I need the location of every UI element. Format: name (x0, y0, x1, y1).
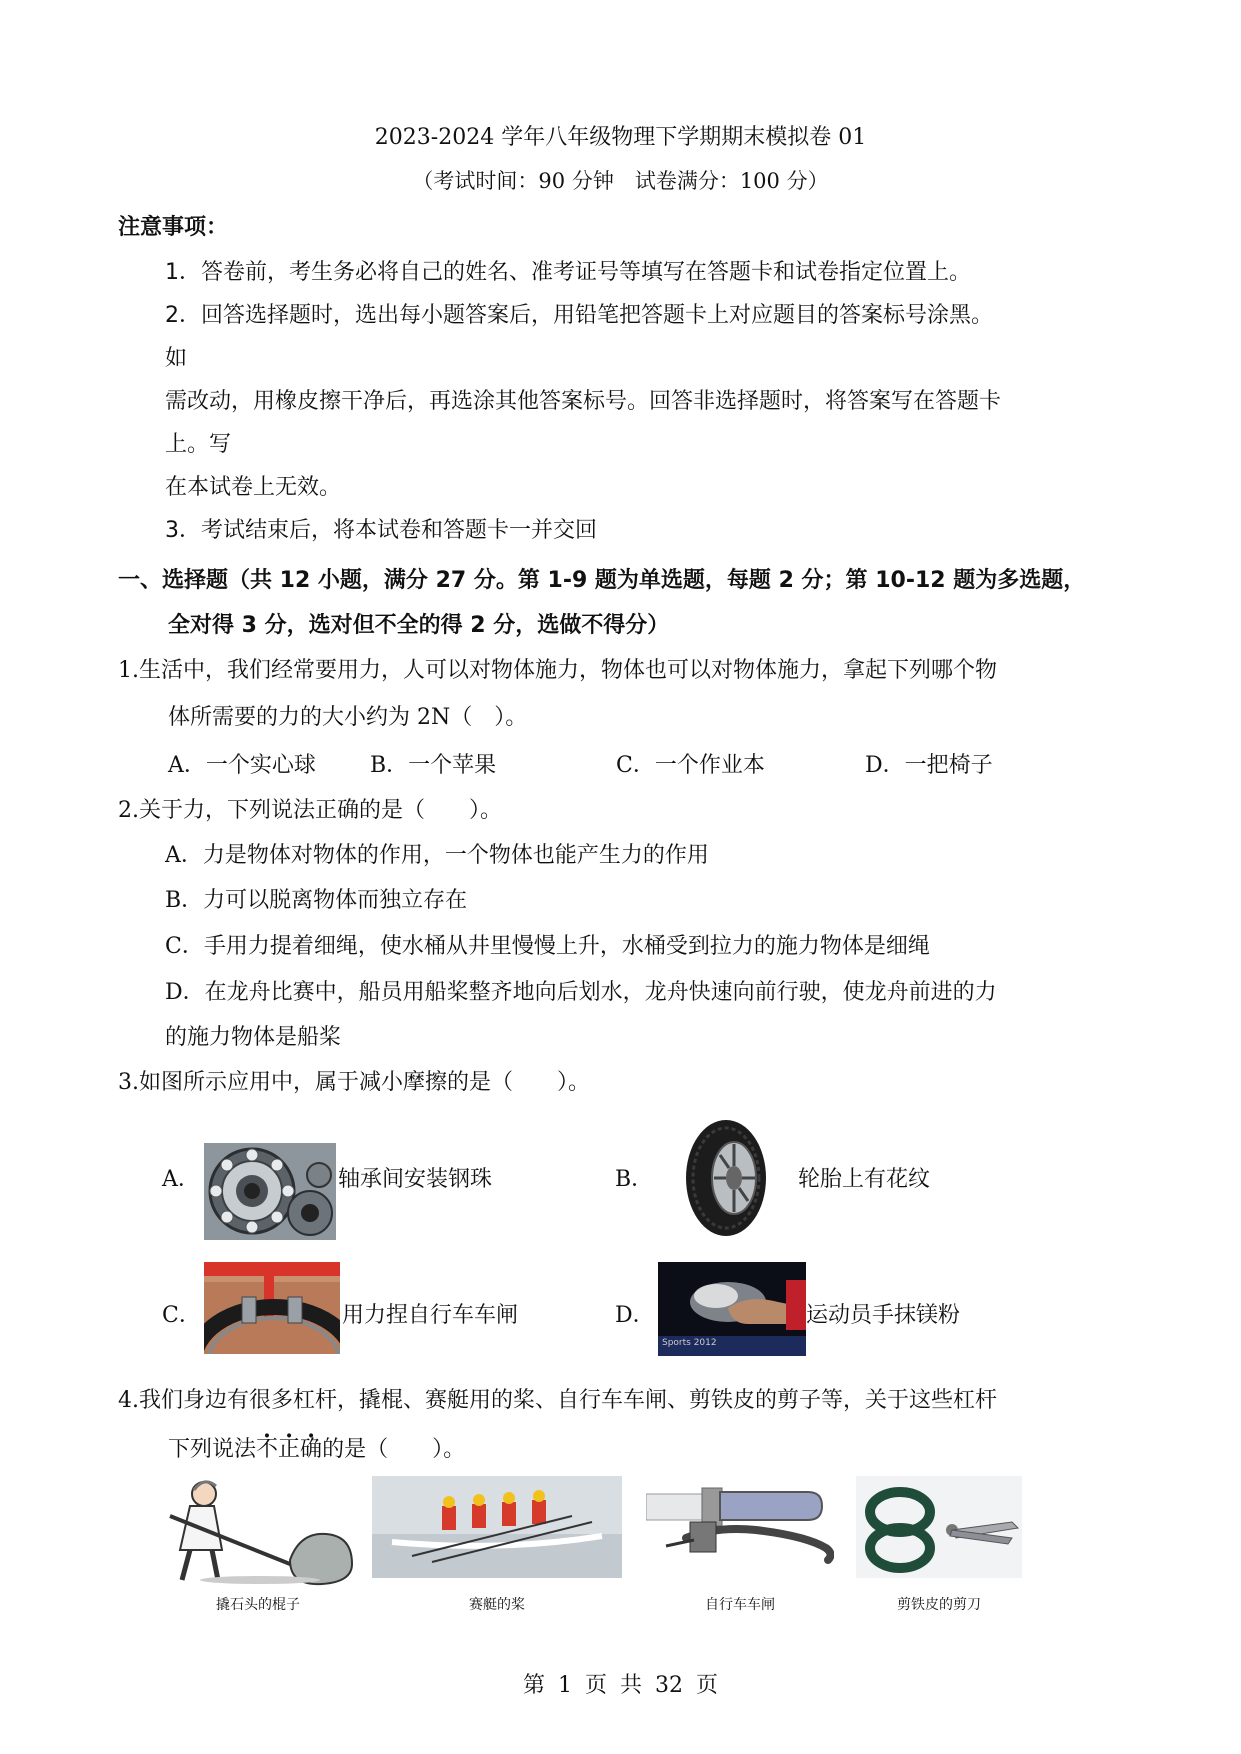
q4-stem-pre: 下列说法 (168, 1437, 257, 1462)
q3-option-a-text: 轴承间安装钢珠 (338, 1167, 493, 1192)
section-heading: 一、选择题（共 12 小题，满分 27 分。第 1-9 题为单选题，每题 2 分；第 10-12 题为多选题， (118, 568, 1086, 593)
section-heading-cont: 全对得 3 分，选对但不全的得 2 分，选做不得分） (168, 613, 670, 638)
caption-rowing: 赛艇的桨 (469, 1597, 525, 1613)
notes-heading: 注意事项： (118, 215, 229, 240)
bike-brake-image (204, 1262, 340, 1354)
tin-snips-image (856, 1476, 1022, 1578)
note-line: 2．回答选择题时，选出每小题答案后，用铅笔把答题卡上对应题目的答案标号涂黑。 (165, 303, 993, 328)
crowbar-image (160, 1476, 356, 1590)
note-line: 在本试卷上无效。 (165, 475, 342, 500)
question-3-stem: 3.如图所示应用中，属于减小摩擦的是（ ）。 (118, 1070, 590, 1095)
tire-image (680, 1117, 772, 1239)
question-2-stem: 2.关于力，下列说法正确的是（ ）。 (118, 798, 502, 823)
athlete-chalk-image (658, 1262, 806, 1356)
question-1-stem-cont: 体所需要的力的大小约为 2N（ ）。 (168, 705, 528, 730)
bearing-image (204, 1143, 336, 1240)
exam-info: （考试时间：90 分钟 试卷满分：100 分） (412, 169, 829, 193)
note-line: 如 (165, 346, 188, 371)
note-line: 上。写 (165, 432, 232, 457)
question-1-stem: 1.生活中，我们经常要用力，人可以对物体施力，物体也可以对物体施力，拿起下列哪个物 (118, 658, 997, 683)
photo-logo-text: Sports 2012 (662, 1338, 717, 1348)
q2-option-d-cont: 的施力物体是船桨 (165, 1025, 342, 1050)
emphasis-char: 正 (278, 1437, 301, 1462)
page-title: 2023-2024 学年八年级物理下学期期末模拟卷 01 (374, 125, 867, 150)
brake-lever-image (646, 1482, 834, 1578)
q1-option-d[interactable]: D．一把椅子 (865, 753, 993, 778)
q1-option-a[interactable]: A．一个实心球 (168, 753, 316, 778)
note-line: 1．答卷前，考生务必将自己的姓名、准考证号等填写在答题卡和试卷指定位置上。 (165, 260, 971, 285)
question-4-stem: 4.我们身边有很多杠杆，撬棍、赛艇用的桨、自行车车闸、剪铁皮的剪子等，关于这些杠杆 (118, 1388, 997, 1413)
q3-option-c-letter[interactable]: C． (162, 1303, 201, 1328)
q1-option-c[interactable]: C．一个作业本 (616, 753, 765, 778)
q3-option-d-letter[interactable]: D． (615, 1303, 655, 1328)
note-line: 3．考试结束后，将本试卷和答题卡一并交回 (165, 518, 597, 543)
q3-option-d-text: 运动员手抹镁粉 (806, 1303, 961, 1328)
q3-option-c-text: 用力捏自行车车闸 (342, 1303, 519, 1328)
q2-option-c[interactable]: C．手用力提着细绳，使水桶从井里慢慢上升，水桶受到拉力的施力物体是细绳 (165, 934, 930, 959)
q3-option-b-text: 轮胎上有花纹 (798, 1167, 931, 1192)
emphasis-char: 不 (256, 1437, 279, 1462)
caption-crowbar: 撬石头的棍子 (216, 1597, 300, 1613)
q4-stem-post: 的是（ ）。 (322, 1437, 466, 1462)
q3-option-a-letter[interactable]: A． (162, 1167, 200, 1192)
q2-option-b[interactable]: B．力可以脱离物体而独立存在 (165, 888, 468, 913)
question-4-stem-cont (168, 1432, 465, 1463)
q1-option-b[interactable]: B．一个苹果 (370, 753, 497, 778)
page-number: 第 1 页 共 32 页 (523, 1673, 718, 1698)
caption-brake: 自行车车闸 (705, 1597, 775, 1613)
caption-snips: 剪铁皮的剪刀 (897, 1597, 981, 1613)
note-line: 需改动，用橡皮擦干净后，再选涂其他答案标号。回答非选择题时，将答案写在答题卡 (165, 389, 1002, 414)
q2-option-d[interactable]: D．在龙舟比赛中，船员用船桨整齐地向后划水，龙舟快速向前行驶，使龙舟前进的力 (165, 980, 997, 1005)
q2-option-a[interactable]: A．力是物体对物体的作用，一个物体也能产生力的作用 (165, 843, 709, 868)
q3-option-b-letter[interactable]: B． (615, 1167, 654, 1192)
rowing-image (372, 1476, 622, 1578)
emphasis-char: 确 (300, 1437, 323, 1462)
